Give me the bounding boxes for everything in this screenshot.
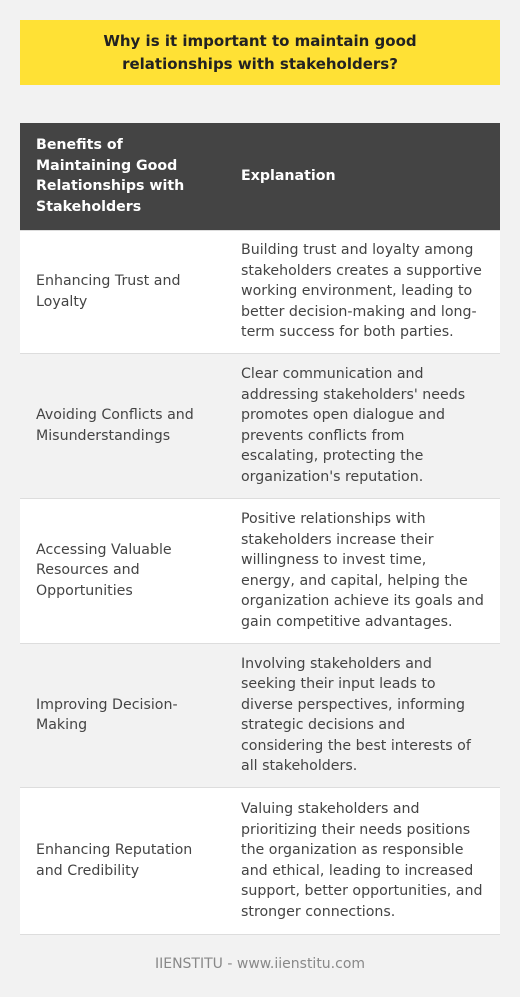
benefits-table bbox=[20, 123, 500, 935]
header-explanation: Explanation bbox=[225, 123, 500, 230]
explanation-cell: Involving stakeholders and seeking their input leads to diverse perspectives, informing strategic decisions and considering the best interests of all stakeholders. bbox=[225, 643, 500, 787]
table-row bbox=[20, 353, 500, 498]
benefit-cell: Enhancing Reputation and Credibility bbox=[20, 787, 225, 934]
table-row bbox=[20, 498, 500, 643]
page-title: Why is it important to maintain good relationships with stakeholders? bbox=[20, 20, 500, 85]
explanation-cell: Building trust and loyalty among stakeholders creates a supportive working environment, leading to better decision-making and long-term success for both parties. bbox=[225, 230, 500, 353]
footer-credit: IIENSTITU - www.iienstitu.com bbox=[154, 956, 366, 972]
header-benefits: Benefits of Maintaining Good Relationships with Stakeholders bbox=[20, 123, 225, 230]
table-row bbox=[20, 230, 500, 353]
table-row bbox=[20, 643, 500, 787]
benefit-cell: Accessing Valuable Resources and Opportunities bbox=[20, 498, 225, 643]
benefit-cell: Avoiding Conflicts and Misunderstandings bbox=[20, 353, 225, 498]
explanation-cell: Clear communication and addressing stakeholders' needs promotes open dialogue and prevents conflicts from escalating, protecting the organization's reputation. bbox=[225, 353, 500, 498]
benefit-cell: Enhancing Trust and Loyalty bbox=[20, 230, 225, 353]
explanation-cell: Positive relationships with stakeholders increase their willingness to invest time, energy, and capital, helping the organization achieve its goals and gain competitive advantages. bbox=[225, 498, 500, 643]
table-row bbox=[20, 787, 500, 934]
benefit-cell: Improving Decision-Making bbox=[20, 643, 225, 787]
explanation-cell: Valuing stakeholders and prioritizing their needs positions the organization as responsible and ethical, leading to increased support, better opportunities, and stronger connections. bbox=[225, 787, 500, 934]
table-header-row bbox=[20, 123, 500, 230]
